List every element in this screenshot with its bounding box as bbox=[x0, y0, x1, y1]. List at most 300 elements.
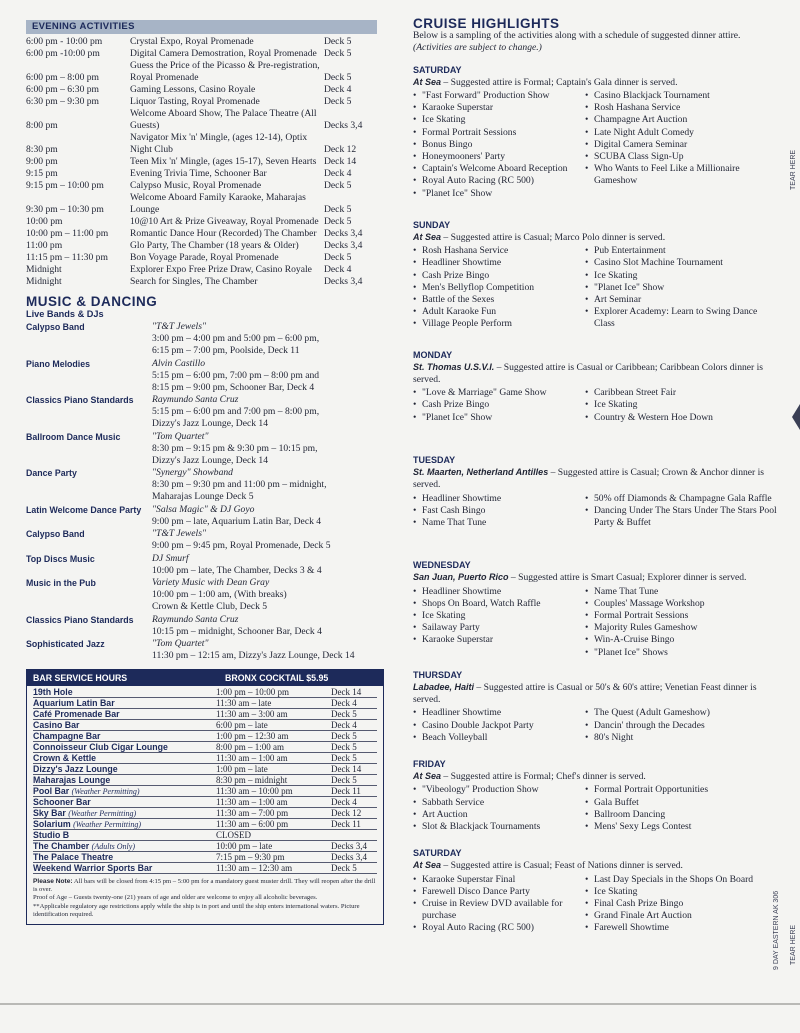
music-entry-name: Dance Party bbox=[26, 468, 77, 478]
activity-description: Bon Voyage Parade, Royal Promenade bbox=[130, 252, 279, 263]
music-time-line: Dizzy's Jazz Lounge, Deck 14 bbox=[152, 418, 269, 429]
music-entry-details bbox=[152, 553, 384, 577]
music-entry-name: Classics Piano Standards bbox=[26, 614, 134, 625]
activity-item: • SCUBA Class Sign-Up bbox=[585, 151, 777, 163]
music-time-line: 9:00 pm – late, Aquarium Latin Bar, Deck 4 bbox=[152, 515, 322, 527]
activity-description: Evening Trivia Time, Schooner Bar bbox=[130, 168, 267, 179]
music-entry bbox=[26, 553, 381, 577]
music-entry bbox=[26, 577, 381, 613]
bar-hours: 11:30 am – late bbox=[216, 698, 272, 708]
evening-activity-row bbox=[26, 84, 381, 96]
music-act: "Synergy" Showband bbox=[152, 467, 233, 478]
day-port: St. Maarten, Netherland Antilles bbox=[413, 467, 549, 478]
evening-activity-row bbox=[26, 156, 381, 168]
bar-deck: Decks 3,4 bbox=[331, 841, 367, 851]
activity-item: • 50% off Diamonds & Champagne Gala Raffle bbox=[585, 493, 777, 505]
activity-item: • Ice Skating bbox=[413, 114, 585, 126]
music-entry bbox=[26, 358, 381, 394]
music-time-line: 11:30 pm – 12:15 am, Dizzy's Jazz Lounge, Deck 14 bbox=[152, 650, 355, 661]
activity-item: • Karaoke Superstar bbox=[413, 634, 585, 646]
day-activities bbox=[413, 586, 778, 659]
activity-item: • Formal Portrait Opportunities bbox=[585, 784, 777, 796]
music-act: Raymundo Santa Cruz bbox=[152, 613, 239, 625]
music-entry bbox=[26, 431, 381, 467]
bar-row bbox=[33, 863, 377, 874]
day-description bbox=[413, 770, 778, 783]
bar-deck: Deck 4 bbox=[331, 720, 357, 730]
music-act: "T&T Jewels" bbox=[152, 528, 206, 539]
bar-name bbox=[33, 863, 216, 873]
music-entry bbox=[26, 528, 381, 552]
regulatory-text: **Applicable regulatory age restrictions apply while the ship is in port and until the ship enters international waters. Picture identification required. bbox=[33, 902, 360, 918]
activity-item: • Royal Auto Racing (RC 500) bbox=[413, 922, 585, 934]
bar-service-box bbox=[26, 669, 384, 925]
activity-deck: Decks 3,4 bbox=[324, 120, 363, 131]
activity-item: • Headliner Showtime bbox=[413, 493, 585, 505]
bar-row bbox=[33, 786, 377, 797]
activity-item: • Win-A-Cruise Bingo bbox=[585, 634, 777, 646]
activity-item: • Final Cash Prize Bingo bbox=[585, 898, 777, 910]
activity-time: 10:00 pm bbox=[26, 216, 63, 227]
activity-deck: Deck 5 bbox=[324, 72, 352, 83]
evening-activities-list bbox=[26, 36, 381, 288]
bar-row bbox=[33, 764, 377, 775]
bar-name-text: Casino Bar bbox=[33, 720, 80, 730]
bar-deck: Deck 5 bbox=[331, 753, 357, 763]
activity-deck: Deck 5 bbox=[324, 180, 352, 191]
day-activities-left bbox=[413, 874, 585, 935]
day-title: FRIDAY bbox=[413, 758, 446, 769]
cruise-highlights-title: CRUISE HIGHLIGHTS bbox=[413, 16, 560, 31]
music-entry bbox=[26, 321, 381, 357]
bar-name bbox=[33, 742, 216, 752]
day-activities-left bbox=[413, 784, 585, 833]
music-entry bbox=[26, 504, 381, 528]
evening-activity-row bbox=[26, 240, 381, 252]
music-time-line: 6:15 pm – 7:00 pm, Poolside, Deck 11 bbox=[152, 345, 300, 356]
bar-name bbox=[33, 852, 216, 862]
day-attire: – Suggested attire is Casual; Marco Polo dinner is served. bbox=[441, 232, 666, 244]
day-activities bbox=[413, 874, 778, 935]
music-entry-name: Calypso Band bbox=[26, 322, 85, 332]
activity-time: 9:30 pm – 10:30 pm bbox=[26, 204, 104, 215]
activity-description: Guess the Price of the Picasso & Pre-registration, Royal Promenade bbox=[130, 60, 320, 83]
music-entry bbox=[26, 614, 381, 638]
activity-time: 8:30 pm bbox=[26, 144, 58, 155]
activity-description: Calypso Music, Royal Promenade bbox=[130, 180, 262, 191]
bar-deck: Decks 3,4 bbox=[331, 852, 367, 862]
music-act: "T&T Jewels" bbox=[152, 321, 206, 332]
music-time-line: Dizzy's Jazz Lounge, Deck 14 bbox=[152, 454, 269, 466]
day-block bbox=[413, 219, 778, 331]
bar-row bbox=[33, 731, 377, 742]
activity-item: • Casino Double Jackpot Party bbox=[413, 720, 585, 732]
day-block bbox=[413, 669, 778, 744]
activity-time: 9:15 pm – 10:00 pm bbox=[26, 180, 104, 191]
music-entry-details bbox=[152, 358, 384, 394]
day-title: SATURDAY bbox=[413, 64, 462, 75]
music-entry-details bbox=[152, 321, 384, 357]
day-description bbox=[413, 466, 778, 491]
bar-hours: 11:30 am – 12:30 am bbox=[216, 863, 293, 873]
day-block bbox=[413, 454, 778, 529]
evening-activity-row bbox=[26, 96, 381, 108]
bar-name-text: Café Promenade Bar bbox=[33, 709, 120, 719]
activity-deck: Deck 14 bbox=[324, 156, 357, 167]
activity-item: • Name That Tune bbox=[413, 517, 585, 529]
music-act: "Tom Quartet" bbox=[152, 430, 209, 442]
bar-deck: Deck 4 bbox=[331, 797, 357, 807]
music-list bbox=[26, 321, 381, 662]
activity-time: Midnight bbox=[26, 264, 62, 275]
activity-item: • Rosh Hashana Service bbox=[413, 245, 585, 257]
day-port: San Juan, Puerto Rico bbox=[413, 572, 509, 583]
music-entry bbox=[26, 467, 381, 503]
day-block bbox=[413, 758, 778, 833]
evening-activity-row bbox=[26, 216, 381, 228]
day-description bbox=[413, 76, 778, 89]
activity-item: • Formal Portrait Sessions bbox=[585, 610, 777, 622]
music-act: DJ Smurf bbox=[152, 552, 189, 564]
evening-activity-row bbox=[26, 48, 381, 60]
activity-item: • Karaoke Superstar bbox=[413, 102, 585, 114]
bar-row bbox=[33, 841, 377, 852]
activity-deck: Deck 5 bbox=[324, 36, 352, 47]
activity-item: • Caribbean Street Fair bbox=[585, 387, 777, 399]
day-port: At Sea bbox=[413, 771, 442, 782]
age-label: Proof of Age – bbox=[33, 894, 73, 902]
activity-item: • Cash Prize Bingo bbox=[413, 270, 585, 282]
activity-time: 8:00 pm bbox=[26, 120, 58, 131]
bar-name bbox=[33, 797, 216, 807]
bar-row bbox=[33, 830, 377, 841]
activity-deck: Decks 3,4 bbox=[324, 240, 363, 251]
evening-activity-row bbox=[26, 252, 381, 264]
bar-row bbox=[33, 808, 377, 819]
activity-item: • Art Seminar bbox=[585, 294, 777, 306]
music-entry bbox=[26, 638, 381, 662]
music-entry-details bbox=[152, 467, 384, 503]
music-entry-name: Piano Melodies bbox=[26, 358, 91, 369]
activity-time: 6:00 pm – 8:00 pm bbox=[26, 72, 100, 83]
bar-hours: 11:30 am – 1:00 am bbox=[216, 797, 288, 807]
activity-description: Crystal Expo, Royal Promenade bbox=[130, 36, 254, 47]
day-activities-right bbox=[585, 707, 777, 744]
activity-item: • Cash Prize Bingo bbox=[413, 399, 585, 411]
bar-deck: Deck 11 bbox=[331, 819, 361, 829]
bar-name-text: Dizzy's Jazz Lounge bbox=[33, 764, 118, 774]
bar-service-header bbox=[27, 670, 383, 686]
evening-activity-row bbox=[26, 276, 381, 288]
music-entry-name: Sophisticated Jazz bbox=[26, 639, 105, 649]
bar-name bbox=[33, 731, 216, 741]
bar-deck bbox=[331, 830, 371, 840]
activity-deck: Deck 4 bbox=[324, 84, 352, 95]
evening-activity-row bbox=[26, 228, 381, 240]
bar-name bbox=[33, 698, 216, 708]
day-attire: – Suggested attire is Smart Casual; Explorer dinner is served. bbox=[508, 572, 747, 584]
activity-item: • Slot & Blackjack Tournaments bbox=[413, 821, 585, 833]
activity-item: • The Quest (Adult Gameshow) bbox=[585, 707, 777, 719]
music-entry-name: Classics Piano Standards bbox=[26, 395, 134, 405]
bar-name-text: Schooner Bar bbox=[33, 797, 91, 807]
activity-deck: Decks 3,4 bbox=[324, 228, 363, 239]
music-entry-name: Latin Welcome Dance Party bbox=[26, 504, 142, 515]
music-time-line: 8:15 pm – 9:00 pm, Schooner Bar, Deck 4 bbox=[152, 381, 315, 393]
tear-here-bottom: TEAR HERE bbox=[790, 924, 797, 965]
music-time-line: 10:15 pm – midnight, Schooner Bar, Deck 4 bbox=[152, 625, 322, 637]
activity-item: • Ice Skating bbox=[585, 270, 777, 282]
activity-item: • Dancin' through the Decades bbox=[585, 720, 777, 732]
music-act: "Tom Quartet" bbox=[152, 638, 209, 649]
bar-deck: Deck 5 bbox=[331, 863, 357, 873]
activity-deck: Deck 5 bbox=[324, 204, 352, 215]
music-entry-name: Music in the Pub bbox=[26, 578, 96, 588]
bar-row bbox=[33, 819, 377, 830]
day-activities-right bbox=[585, 493, 777, 530]
day-activities bbox=[413, 493, 778, 530]
activity-deck: Deck 4 bbox=[324, 264, 352, 275]
activity-item: • Couples' Massage Workshop bbox=[585, 598, 777, 610]
day-activities-left bbox=[413, 245, 585, 330]
activity-item: • Gala Buffet bbox=[585, 797, 777, 809]
bar-deck: Deck 14 bbox=[331, 764, 362, 774]
bar-hours: 1:00 pm – late bbox=[216, 764, 268, 774]
music-entry-details bbox=[152, 577, 384, 613]
bar-row bbox=[33, 852, 377, 863]
music-entry-name: Calypso Band bbox=[26, 529, 85, 539]
days-list bbox=[413, 64, 778, 935]
activity-time: 9:15 pm bbox=[26, 168, 58, 179]
day-description bbox=[413, 681, 778, 706]
day-port: Labadee, Haiti bbox=[413, 681, 475, 692]
music-subtitle: Live Bands & DJs bbox=[26, 309, 104, 319]
day-block bbox=[413, 64, 778, 200]
activity-item: • Country & Western Hoe Down bbox=[585, 412, 777, 424]
activity-time: 6:30 pm – 9:30 pm bbox=[26, 96, 100, 107]
music-time-line: 10:00 pm – 1:00 am, (With breaks) bbox=[152, 589, 287, 600]
bar-hours: 8:30 pm – midnight bbox=[216, 775, 288, 785]
activity-item: • Pub Entertainment bbox=[585, 245, 777, 257]
bar-name-text: Aquarium Latin Bar bbox=[33, 698, 115, 708]
bar-hours: CLOSED bbox=[216, 830, 252, 840]
highlights-intro: Below is a sampling of the activities along with a schedule of suggested dinner attire. bbox=[413, 30, 741, 42]
day-activities bbox=[413, 90, 778, 200]
day-attire: – Suggested attire is Casual or 50's & 60's attire; Venetian Feast dinner is served. bbox=[413, 681, 757, 706]
activity-deck: Deck 5 bbox=[324, 216, 352, 227]
activity-description: Welcome Aboard Family Karaoke, Maharajas Lounge bbox=[130, 192, 306, 215]
music-dancing-title: MUSIC & DANCING bbox=[26, 294, 158, 309]
day-title: MONDAY bbox=[413, 349, 453, 360]
bar-hours: 1:00 pm – 10:00 pm bbox=[216, 687, 290, 697]
music-act: Variety Music with Dean Gray bbox=[152, 577, 270, 588]
activity-time: Midnight bbox=[26, 276, 62, 287]
activity-time: 6:00 pm -10:00 pm bbox=[26, 48, 100, 59]
activity-item: • Karaoke Superstar Final bbox=[413, 874, 585, 886]
activity-description: Search for Singles, The Chamber bbox=[130, 276, 258, 287]
bar-name-text: Weekend Warrior Sports Bar bbox=[33, 863, 153, 873]
day-activities bbox=[413, 707, 778, 744]
day-activities-right bbox=[585, 90, 777, 200]
activity-item: • Late Night Adult Comedy bbox=[585, 127, 777, 139]
day-block bbox=[413, 847, 778, 934]
activity-description: Liquor Tasting, Royal Promenade bbox=[130, 96, 260, 107]
evening-activity-row bbox=[26, 132, 381, 156]
activity-item: • Headliner Showtime bbox=[413, 257, 585, 269]
activity-item: • "Planet Ice" Shows bbox=[585, 647, 777, 659]
activity-time: 10:00 pm – 11:00 pm bbox=[26, 228, 109, 239]
day-activities bbox=[413, 245, 778, 330]
day-title: THURSDAY bbox=[413, 669, 463, 680]
day-activities-right bbox=[585, 784, 777, 833]
activity-item: • Battle of the Sexes bbox=[413, 294, 585, 306]
bar-service-title: BAR SERVICE HOURS bbox=[33, 673, 128, 683]
day-activities-right bbox=[585, 874, 777, 935]
music-time-line: 10:00 pm – late, The Chamber, Decks 3 & 4 bbox=[152, 564, 322, 576]
bar-name-text: Crown & Kettle bbox=[33, 753, 97, 763]
bar-name-text: Solarium bbox=[33, 819, 71, 829]
activity-item: • Champagne Art Auction bbox=[585, 114, 777, 126]
music-entry-details bbox=[152, 504, 384, 528]
day-activities-left bbox=[413, 586, 585, 659]
left-column bbox=[26, 20, 381, 925]
bar-hours: 7:15 pm – 9:30 pm bbox=[216, 852, 285, 862]
music-act: Alvin Castillo bbox=[152, 357, 206, 369]
activity-time: 6:00 pm – 6:30 pm bbox=[26, 84, 100, 95]
bar-service-table bbox=[27, 686, 383, 874]
activity-item: • Last Day Specials in the Shops On Board bbox=[585, 874, 777, 886]
bar-name-text: The Chamber bbox=[33, 841, 90, 851]
bar-hours: 8:00 pm – 1:00 am bbox=[216, 742, 284, 752]
activity-item: • Farewell Disco Dance Party bbox=[413, 886, 585, 898]
bar-row bbox=[33, 698, 377, 709]
music-entry-details bbox=[152, 394, 384, 430]
music-time-line: 5:15 pm – 6:00 pm, 7:00 pm – 8:00 pm and bbox=[152, 369, 320, 381]
activity-time: 11:00 pm bbox=[26, 240, 63, 251]
day-port: St. Thomas U.S.V.I. bbox=[413, 361, 495, 372]
activity-item: • Bonus Bingo bbox=[413, 139, 585, 151]
activity-deck: Deck 5 bbox=[324, 252, 352, 263]
activity-description: 10@10 Art & Prize Giveaway, Royal Promenade bbox=[130, 216, 319, 227]
music-entry-details bbox=[152, 638, 384, 662]
bar-hours: 11:30 am – 1:00 am bbox=[216, 753, 288, 763]
activity-description: Romantic Dance Hour (Recorded) The Chamber bbox=[130, 228, 317, 239]
activity-deck: Deck 12 bbox=[324, 144, 357, 155]
edition-code: 9 DAY EASTERN AK 306 bbox=[773, 890, 780, 970]
activity-deck: Deck 5 bbox=[324, 48, 352, 59]
bar-deck: Deck 11 bbox=[331, 786, 361, 796]
bar-name bbox=[33, 687, 216, 697]
day-activities-left bbox=[413, 387, 585, 424]
evening-activity-row bbox=[26, 108, 381, 132]
bar-hours: 11:30 am – 6:00 pm bbox=[216, 819, 289, 829]
evening-activity-row bbox=[26, 60, 381, 84]
activity-item: • Farewell Showtime bbox=[585, 922, 777, 934]
music-time-line: 8:30 pm – 9:30 pm and 11:00 pm – midnight, bbox=[152, 479, 327, 490]
activity-item: • Sailaway Party bbox=[413, 622, 585, 634]
activity-item: • Cruise in Review DVD available for purchase bbox=[413, 898, 585, 922]
activity-item: • Fast Cash Bingo bbox=[413, 505, 585, 517]
day-port: At Sea bbox=[413, 76, 442, 87]
bronx-cocktail-label: BRONX COCKTAIL $5.95 bbox=[225, 673, 329, 683]
music-entry-name: Ballroom Dance Music bbox=[26, 431, 121, 442]
activity-item: • Beach Volleyball bbox=[413, 732, 585, 744]
activity-item: • "Vibeology" Production Show bbox=[413, 784, 585, 796]
activity-deck: Deck 5 bbox=[324, 96, 352, 107]
activity-item: • Rosh Hashana Service bbox=[585, 102, 777, 114]
day-activities-left bbox=[413, 707, 585, 744]
bar-hours: 11:30 am – 7:00 pm bbox=[216, 808, 289, 818]
bar-name bbox=[33, 764, 216, 774]
bar-deck: Deck 4 bbox=[331, 698, 357, 708]
day-attire: – Suggested attire is Casual; Crown & Anchor dinner is served. bbox=[413, 467, 765, 491]
bar-deck: Deck 14 bbox=[331, 687, 362, 697]
bar-name-text: Champagne Bar bbox=[33, 731, 101, 741]
day-activities-left bbox=[413, 90, 585, 200]
music-act: "Salsa Magic" & DJ Goyo bbox=[152, 503, 255, 515]
bar-qualifier: (Weather Permitting) bbox=[73, 820, 142, 829]
bar-name-text: Pool Bar bbox=[33, 786, 70, 796]
evening-activities-header: EVENING ACTIVITIES bbox=[26, 20, 377, 34]
day-activities bbox=[413, 387, 778, 424]
evening-activity-row bbox=[26, 192, 381, 216]
day-activities-left bbox=[413, 493, 585, 530]
bar-row bbox=[33, 687, 377, 698]
bar-qualifier: (Adults Only) bbox=[91, 842, 135, 851]
activity-item: • Village People Perform bbox=[413, 318, 585, 330]
bar-name bbox=[33, 753, 216, 763]
day-description bbox=[413, 571, 778, 584]
bar-name-text: Maharajas Lounge bbox=[33, 775, 111, 785]
bar-row bbox=[33, 797, 377, 808]
activity-item: • Dancing Under The Stars Under The Stars Pool Party & Buffet bbox=[585, 505, 777, 529]
bar-name-text: Sky Bar bbox=[33, 808, 66, 818]
activity-item: • Mens' Sexy Legs Contest bbox=[585, 821, 777, 833]
evening-activity-row bbox=[26, 180, 381, 192]
day-description bbox=[413, 361, 778, 386]
bar-name bbox=[33, 819, 216, 829]
right-column bbox=[413, 18, 778, 935]
tear-arrow-icon bbox=[792, 404, 800, 430]
note-label: Please Note: bbox=[33, 878, 73, 885]
page-bottom-rule bbox=[0, 1003, 800, 1005]
day-description bbox=[413, 231, 778, 244]
evening-activity-row bbox=[26, 264, 381, 276]
activity-item: • Honeymooners' Party bbox=[413, 151, 585, 163]
tear-here-top: TEAR HERE bbox=[790, 149, 797, 190]
activity-item: • "Planet Ice" Show bbox=[413, 188, 585, 200]
music-time-line: 8:30 pm – 9:15 pm & 9:30 pm – 10:15 pm, bbox=[152, 442, 318, 454]
day-activities-right bbox=[585, 387, 777, 424]
activity-item: • Ballroom Dancing bbox=[585, 809, 777, 821]
day-block bbox=[413, 559, 778, 659]
activity-item: • Men's Bellyflop Competition bbox=[413, 282, 585, 294]
bar-hours: 1:00 pm – 12:30 am bbox=[216, 731, 289, 741]
activity-deck: Deck 4 bbox=[324, 168, 352, 179]
bar-row bbox=[33, 775, 377, 786]
music-entry-details bbox=[152, 614, 384, 638]
day-activities-right bbox=[585, 586, 777, 659]
bar-name-text: 19th Hole bbox=[33, 687, 73, 697]
bar-deck: Deck 5 bbox=[331, 775, 357, 785]
bar-name-text: Studio B bbox=[33, 830, 70, 840]
bar-name bbox=[33, 775, 216, 785]
age-text: Guests twenty-one (21) years of age and older are welcome to enjoy all alcoholic beverages. bbox=[73, 894, 318, 902]
day-title: SATURDAY bbox=[413, 848, 462, 859]
activity-item: • "Planet Ice" Show bbox=[413, 412, 585, 424]
bar-name bbox=[33, 808, 216, 818]
bar-name bbox=[33, 786, 216, 796]
